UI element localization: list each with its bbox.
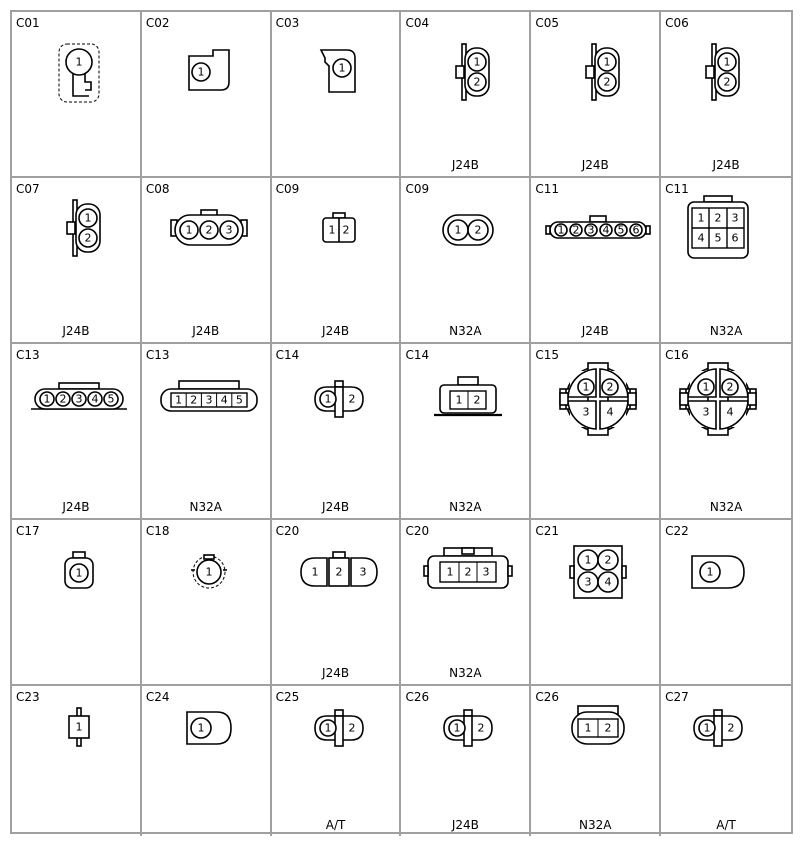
svg-text:1: 1 bbox=[703, 721, 711, 735]
svg-text:1: 1 bbox=[197, 65, 205, 79]
svg-text:5: 5 bbox=[617, 223, 625, 237]
connector-diagram bbox=[142, 12, 270, 176]
connector-diagram bbox=[142, 686, 270, 836]
svg-text:1: 1 bbox=[446, 565, 454, 579]
connector-cell-c11 bbox=[661, 178, 791, 344]
svg-text:4: 4 bbox=[606, 405, 614, 419]
svg-text:1: 1 bbox=[338, 61, 346, 75]
connector-diagram bbox=[531, 178, 659, 342]
connector-id: C24 bbox=[145, 690, 170, 704]
connector-variant: N32A bbox=[189, 500, 222, 514]
svg-text:2: 2 bbox=[348, 721, 356, 735]
svg-text:2: 2 bbox=[604, 721, 612, 735]
svg-text:1: 1 bbox=[185, 223, 193, 237]
connector-variant: J24B bbox=[451, 158, 479, 172]
svg-text:2: 2 bbox=[190, 393, 198, 407]
connector-variant: A/T bbox=[716, 818, 736, 832]
svg-text:3: 3 bbox=[359, 565, 367, 579]
svg-text:3: 3 bbox=[582, 405, 590, 419]
connector-diagram bbox=[12, 344, 140, 518]
connector-id: C20 bbox=[275, 524, 300, 538]
svg-text:1: 1 bbox=[328, 223, 336, 237]
connector-variant: J24B bbox=[451, 818, 479, 832]
connector-cell-c01 bbox=[12, 12, 142, 178]
connector-variant: J24B bbox=[581, 324, 609, 338]
connector-diagram bbox=[142, 520, 270, 684]
connector-id: C08 bbox=[145, 182, 170, 196]
connector-id: C05 bbox=[535, 16, 559, 30]
svg-text:2: 2 bbox=[727, 721, 735, 735]
svg-text:2: 2 bbox=[572, 223, 580, 237]
svg-text:1: 1 bbox=[584, 553, 592, 567]
connector-diagram bbox=[531, 12, 659, 176]
svg-text:1: 1 bbox=[174, 393, 182, 407]
connector-diagram bbox=[142, 344, 270, 518]
svg-text:4: 4 bbox=[220, 393, 228, 407]
connector-id: C06 bbox=[665, 16, 689, 30]
connector-id: C11 bbox=[665, 182, 689, 196]
svg-text:2: 2 bbox=[606, 380, 614, 394]
svg-text:3: 3 bbox=[225, 223, 233, 237]
svg-text:1: 1 bbox=[603, 55, 611, 69]
connector-id: C26 bbox=[405, 690, 430, 704]
connector-cell-c09 bbox=[401, 178, 531, 344]
svg-text:1: 1 bbox=[453, 721, 461, 735]
connector-cell-c17 bbox=[12, 520, 142, 686]
connector-id: C02 bbox=[145, 16, 170, 30]
connector-variant: J24B bbox=[322, 500, 350, 514]
svg-text:6: 6 bbox=[731, 231, 739, 245]
connector-diagram bbox=[12, 520, 140, 684]
svg-text:1: 1 bbox=[75, 55, 83, 69]
svg-text:1: 1 bbox=[455, 393, 463, 407]
connector-variant: J24B bbox=[62, 324, 90, 338]
connector-id: C27 bbox=[665, 690, 689, 704]
svg-text:1: 1 bbox=[324, 392, 332, 406]
svg-text:5: 5 bbox=[714, 231, 722, 245]
svg-text:5: 5 bbox=[107, 392, 115, 406]
svg-text:2: 2 bbox=[714, 211, 722, 225]
connector-cell-c23 bbox=[12, 686, 142, 836]
svg-text:1: 1 bbox=[723, 55, 731, 69]
svg-text:2: 2 bbox=[205, 223, 213, 237]
svg-text:1: 1 bbox=[197, 721, 205, 735]
connector-variant: J24B bbox=[712, 158, 740, 172]
connector-id: C09 bbox=[275, 182, 300, 196]
connector-cell-c20 bbox=[401, 520, 531, 686]
svg-text:1: 1 bbox=[557, 223, 565, 237]
connector-id: C26 bbox=[535, 690, 559, 704]
connector-diagram bbox=[401, 520, 529, 684]
svg-text:3: 3 bbox=[75, 392, 83, 406]
connector-id: C14 bbox=[275, 348, 300, 362]
svg-text:4: 4 bbox=[91, 392, 99, 406]
connector-cell-c27 bbox=[661, 686, 791, 836]
connector-diagram bbox=[142, 178, 270, 342]
connector-cell-c18 bbox=[142, 520, 272, 686]
connector-cell-c14 bbox=[272, 344, 402, 520]
connector-id: C16 bbox=[665, 348, 689, 362]
connector-id: C25 bbox=[275, 690, 300, 704]
svg-text:6: 6 bbox=[632, 223, 640, 237]
connector-variant: J24B bbox=[581, 158, 609, 172]
connector-diagram bbox=[661, 686, 791, 836]
connector-cell-c20 bbox=[272, 520, 402, 686]
connector-cell-c08 bbox=[142, 178, 272, 344]
svg-text:2: 2 bbox=[464, 565, 472, 579]
connector-cell-c15 bbox=[531, 344, 661, 520]
connector-cell-c11 bbox=[531, 178, 661, 344]
connector-cell-c06 bbox=[661, 12, 791, 178]
connector-variant: N32A bbox=[449, 666, 482, 680]
svg-text:1: 1 bbox=[84, 211, 92, 225]
connector-id: C01 bbox=[16, 16, 40, 30]
connector-cell-c24 bbox=[142, 686, 272, 836]
connector-cell-c14 bbox=[401, 344, 531, 520]
connector-variant: J24B bbox=[62, 500, 90, 514]
connector-id: C15 bbox=[535, 348, 559, 362]
svg-text:1: 1 bbox=[311, 565, 319, 579]
svg-text:1: 1 bbox=[584, 721, 592, 735]
svg-text:2: 2 bbox=[473, 393, 481, 407]
connector-cell-c09 bbox=[272, 178, 402, 344]
connector-cell-c04 bbox=[401, 12, 531, 178]
svg-text:2: 2 bbox=[726, 380, 734, 394]
svg-text:4: 4 bbox=[604, 575, 612, 589]
connector-id: C13 bbox=[145, 348, 170, 362]
svg-text:2: 2 bbox=[473, 75, 481, 89]
svg-text:3: 3 bbox=[482, 565, 490, 579]
connector-cell-c26 bbox=[401, 686, 531, 836]
svg-text:2: 2 bbox=[604, 553, 612, 567]
connector-variant: N32A bbox=[449, 324, 482, 338]
svg-text:2: 2 bbox=[59, 392, 67, 406]
svg-text:1: 1 bbox=[324, 721, 332, 735]
svg-text:2: 2 bbox=[342, 223, 350, 237]
connector-cell-c02 bbox=[142, 12, 272, 178]
connector-id: C04 bbox=[405, 16, 430, 30]
connector-cell-c21 bbox=[531, 520, 661, 686]
connector-grid bbox=[10, 10, 793, 834]
connector-id: C13 bbox=[16, 348, 40, 362]
connector-diagram bbox=[272, 344, 400, 518]
connector-cell-c03 bbox=[272, 12, 402, 178]
connector-diagram bbox=[661, 520, 791, 684]
svg-text:1: 1 bbox=[706, 565, 714, 579]
connector-diagram bbox=[272, 12, 400, 176]
svg-text:1: 1 bbox=[697, 211, 705, 225]
connector-id: C21 bbox=[535, 524, 559, 538]
connector-diagram bbox=[401, 686, 529, 836]
svg-text:2: 2 bbox=[477, 721, 485, 735]
connector-id: C03 bbox=[275, 16, 300, 30]
connector-id: C22 bbox=[665, 524, 689, 538]
svg-text:2: 2 bbox=[474, 223, 482, 237]
connector-id: C18 bbox=[145, 524, 170, 538]
svg-text:4: 4 bbox=[726, 405, 734, 419]
connector-diagram bbox=[661, 344, 791, 518]
svg-text:1: 1 bbox=[702, 380, 710, 394]
connector-diagram bbox=[661, 178, 791, 342]
connector-cell-c22 bbox=[661, 520, 791, 686]
connector-diagram bbox=[661, 12, 791, 176]
connector-id: C09 bbox=[405, 182, 430, 196]
svg-text:1: 1 bbox=[43, 392, 51, 406]
connector-diagram bbox=[401, 12, 529, 176]
svg-text:2: 2 bbox=[723, 75, 731, 89]
svg-text:1: 1 bbox=[75, 566, 83, 580]
connector-cell-c25 bbox=[272, 686, 402, 836]
svg-text:3: 3 bbox=[205, 393, 213, 407]
connector-diagram bbox=[12, 686, 140, 836]
connector-diagram bbox=[272, 686, 400, 836]
connector-diagram bbox=[401, 344, 529, 518]
connector-diagram bbox=[12, 12, 140, 176]
connector-variant: N32A bbox=[579, 818, 612, 832]
connector-cell-c13 bbox=[12, 344, 142, 520]
connector-variant: J24B bbox=[322, 666, 350, 680]
connector-cell-c26 bbox=[531, 686, 661, 836]
connector-diagram bbox=[401, 178, 529, 342]
svg-text:3: 3 bbox=[584, 575, 592, 589]
connector-diagram bbox=[272, 178, 400, 342]
connector-id: C23 bbox=[16, 690, 40, 704]
connector-cell-c13 bbox=[142, 344, 272, 520]
svg-text:2: 2 bbox=[348, 392, 356, 406]
svg-text:2: 2 bbox=[335, 565, 343, 579]
svg-text:3: 3 bbox=[587, 223, 595, 237]
svg-text:1: 1 bbox=[582, 380, 590, 394]
svg-text:2: 2 bbox=[84, 231, 92, 245]
svg-text:3: 3 bbox=[702, 405, 710, 419]
connector-cell-c07 bbox=[12, 178, 142, 344]
connector-id: C14 bbox=[405, 348, 430, 362]
connector-variant: J24B bbox=[192, 324, 220, 338]
connector-id: C17 bbox=[16, 524, 40, 538]
svg-text:2: 2 bbox=[603, 75, 611, 89]
connector-id: C07 bbox=[16, 182, 40, 196]
svg-text:4: 4 bbox=[602, 223, 610, 237]
svg-text:1: 1 bbox=[454, 223, 462, 237]
connector-variant: A/T bbox=[325, 818, 346, 832]
connector-diagram bbox=[272, 520, 400, 684]
svg-text:5: 5 bbox=[235, 393, 243, 407]
connector-id: C11 bbox=[535, 182, 559, 196]
svg-text:1: 1 bbox=[205, 565, 213, 579]
connector-diagram bbox=[531, 686, 659, 836]
connector-diagram bbox=[531, 520, 659, 684]
connector-cell-c16 bbox=[661, 344, 791, 520]
svg-text:1: 1 bbox=[75, 720, 83, 734]
connector-variant: N32A bbox=[709, 324, 743, 338]
connector-cell-c05 bbox=[531, 12, 661, 178]
connector-variant: J24B bbox=[322, 324, 350, 338]
connector-diagram bbox=[12, 178, 140, 342]
connector-variant: N32A bbox=[709, 500, 743, 514]
svg-text:4: 4 bbox=[697, 231, 705, 245]
connector-variant: N32A bbox=[449, 500, 482, 514]
connector-id: C20 bbox=[405, 524, 430, 538]
svg-text:1: 1 bbox=[473, 55, 481, 69]
connector-diagram bbox=[531, 344, 659, 518]
svg-text:3: 3 bbox=[731, 211, 739, 225]
